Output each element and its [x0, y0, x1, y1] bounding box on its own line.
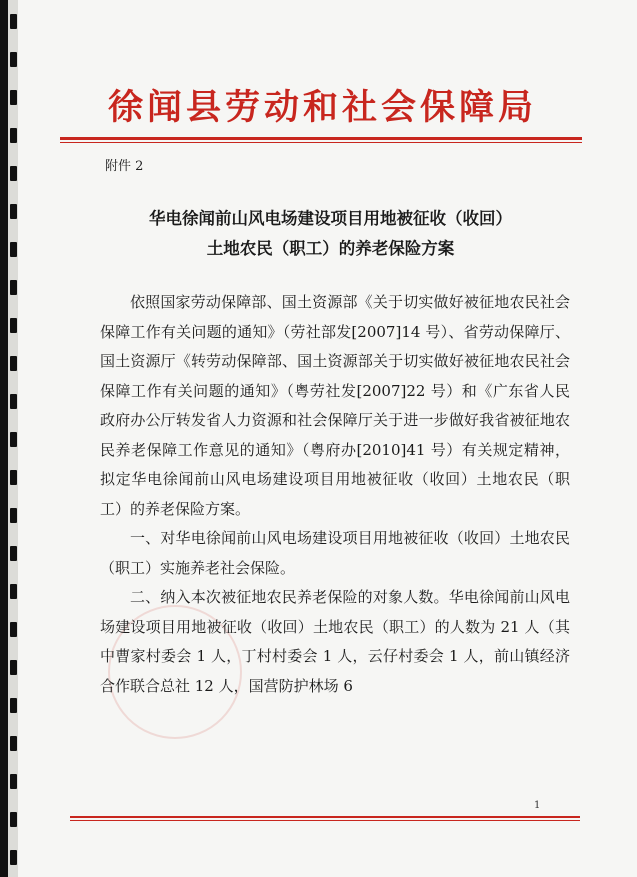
binding-hole	[10, 356, 17, 371]
binding-hole	[10, 774, 17, 789]
binding-hole	[10, 660, 17, 675]
document-page	[8, 0, 637, 877]
binding-hole	[10, 432, 17, 447]
body-paragraph: 依照国家劳动保障部、国土资源部《关于切实做好被征地农民社会保障工作有关问题的通知》（劳社部发[2007]14 号）、省劳动保障厅、国土资源厅《转劳动保障部、国土资源部关于切实做好被征地农民社会保障工作有关问题的通知》（粤劳社发[2007]22 号）和《广东省人民政府办公厅转发省人力资源和社会保障厅关于进一步做好我省被征地农民养老保障工作意见的通知》（粤府办[2010]41 号）有关规定精神，拟定华电徐闻前山风电场建设项目用地被征收（收回）土地农民（职工）的养老保险方案。	[100, 293, 570, 518]
binding-hole	[10, 698, 17, 713]
document-title	[68, 204, 593, 264]
title-line-1: 华电徐闻前山风电场建设项目用地被征收（收回）	[149, 209, 512, 228]
binding-hole	[10, 812, 17, 827]
binding-hole	[10, 166, 17, 181]
page-number: 1	[534, 800, 541, 811]
binding-hole	[10, 242, 17, 257]
body-paragraph: 二、纳入本次被征地农民养老保险的对象人数。华电徐闻前山风电场建设项目用地被征收（收回）土地农民（职工）的人数为 21 人（其中曹家村委会 1 人，丁村村委会 1 人，云仔村委会 1 人，前山镇经济合作联合总社 12 人，国营防护林场 6	[100, 588, 570, 695]
binding-hole	[10, 546, 17, 561]
binding-hole	[10, 14, 17, 29]
binding-hole	[10, 128, 17, 143]
header-rule	[60, 137, 582, 140]
footer-rule-thin	[70, 820, 580, 821]
org-letterhead: 徐闻县劳动和社会保障局	[107, 87, 537, 128]
binding-hole	[10, 584, 17, 599]
title-line-2: 土地农民（职工）的养老保险方案	[206, 239, 455, 258]
binding-hole	[10, 470, 17, 485]
attachment-label: 附件 2	[105, 159, 144, 174]
binding-hole	[10, 318, 17, 333]
body-paragraph: 一、对华电徐闻前山风电场建设项目用地被征收（收回）土地农民（职工）实施养老社会保险。	[100, 529, 570, 577]
footer-rule	[70, 816, 580, 818]
binding-hole	[10, 280, 17, 295]
header-rule-thin	[60, 142, 582, 143]
binding-hole	[10, 204, 17, 219]
binding-hole	[10, 850, 17, 865]
binding-hole	[10, 622, 17, 637]
binding-hole	[10, 52, 17, 67]
binding-hole	[10, 508, 17, 523]
document-body	[100, 288, 570, 701]
binding-hole	[10, 394, 17, 409]
binding-hole	[10, 736, 17, 751]
